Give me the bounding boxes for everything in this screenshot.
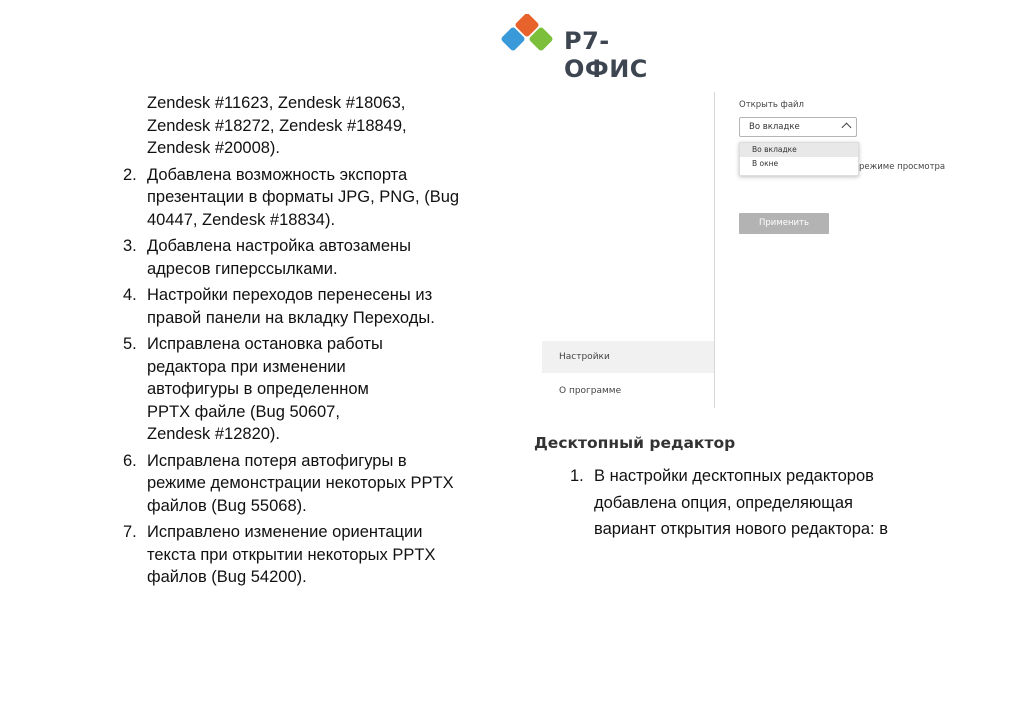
list-item xyxy=(123,450,483,518)
list-item xyxy=(570,463,930,543)
option-in-window[interactable]: В окне xyxy=(752,159,779,168)
list-item xyxy=(123,333,483,446)
sidebar-item-settings[interactable]: Настройки xyxy=(542,341,714,373)
list-continuation: Zendesk #11623, Zendesk #18063, Zendesk #18272, Zendesk #18849, Zendesk #20008). xyxy=(147,94,407,157)
list-number: 1. xyxy=(570,467,584,485)
open-file-label: Открыть файл xyxy=(739,100,804,110)
list-item xyxy=(123,164,483,232)
list-item xyxy=(123,521,483,589)
desktop-list xyxy=(570,463,930,543)
list-text: Исправлена остановка работы редактора при изменении автофигуры в определенном PPTX файле (Bug 50607, Zendesk #12820). xyxy=(147,335,383,443)
list-text: Добавлена возможность экспорта презентации в форматы JPG, PNG, (Bug 40447, Zendesk #18834). xyxy=(147,165,460,229)
logo xyxy=(490,10,672,83)
r7-logo-icon xyxy=(494,14,560,64)
open-file-dropdown xyxy=(739,142,859,176)
list-text: Настройки переходов перенесены из правой панели на вкладку Переходы. xyxy=(147,286,435,327)
open-file-select[interactable] xyxy=(739,117,857,137)
list-text: В настройки десктопных редакторов добавлена опция, определяющая вариант открытия нового редактора: в xyxy=(594,467,888,538)
list-number: 7. xyxy=(123,523,137,541)
list-number: 5. xyxy=(123,335,137,353)
sidebar-divider xyxy=(714,92,715,408)
option-in-tab[interactable]: Во вкладке xyxy=(740,143,858,157)
list-text: Исправлена потеря автофигуры в режиме демонстрации некоторых PPTX файлов (Bug 55068). xyxy=(147,451,454,515)
section-heading: Десктопный редактор xyxy=(534,434,736,452)
logo-text: Р7-ОФИС xyxy=(564,27,648,83)
list-number: 6. xyxy=(123,451,137,470)
settings-screenshot xyxy=(542,92,962,410)
list-item xyxy=(123,284,483,329)
chevron-up-icon xyxy=(842,123,852,133)
list-text: Добавлена настройка автозамены адресов гиперссылками. xyxy=(147,237,412,278)
apply-button[interactable]: Применить xyxy=(739,213,829,234)
sidebar-item-about[interactable]: О программе xyxy=(559,386,622,396)
changelog-list xyxy=(123,92,483,589)
view-mode-label: режиме просмотра xyxy=(859,162,946,172)
list-text: Исправлено изменение ориентации текста при открытии некоторых PPTX файлов (Bug 54200). xyxy=(147,523,436,586)
list-item xyxy=(123,235,483,280)
select-value: Во вкладке xyxy=(749,122,800,132)
list-number: 4. xyxy=(123,286,137,304)
list-number: 3. xyxy=(123,237,137,255)
list-number: 2. xyxy=(123,165,137,184)
